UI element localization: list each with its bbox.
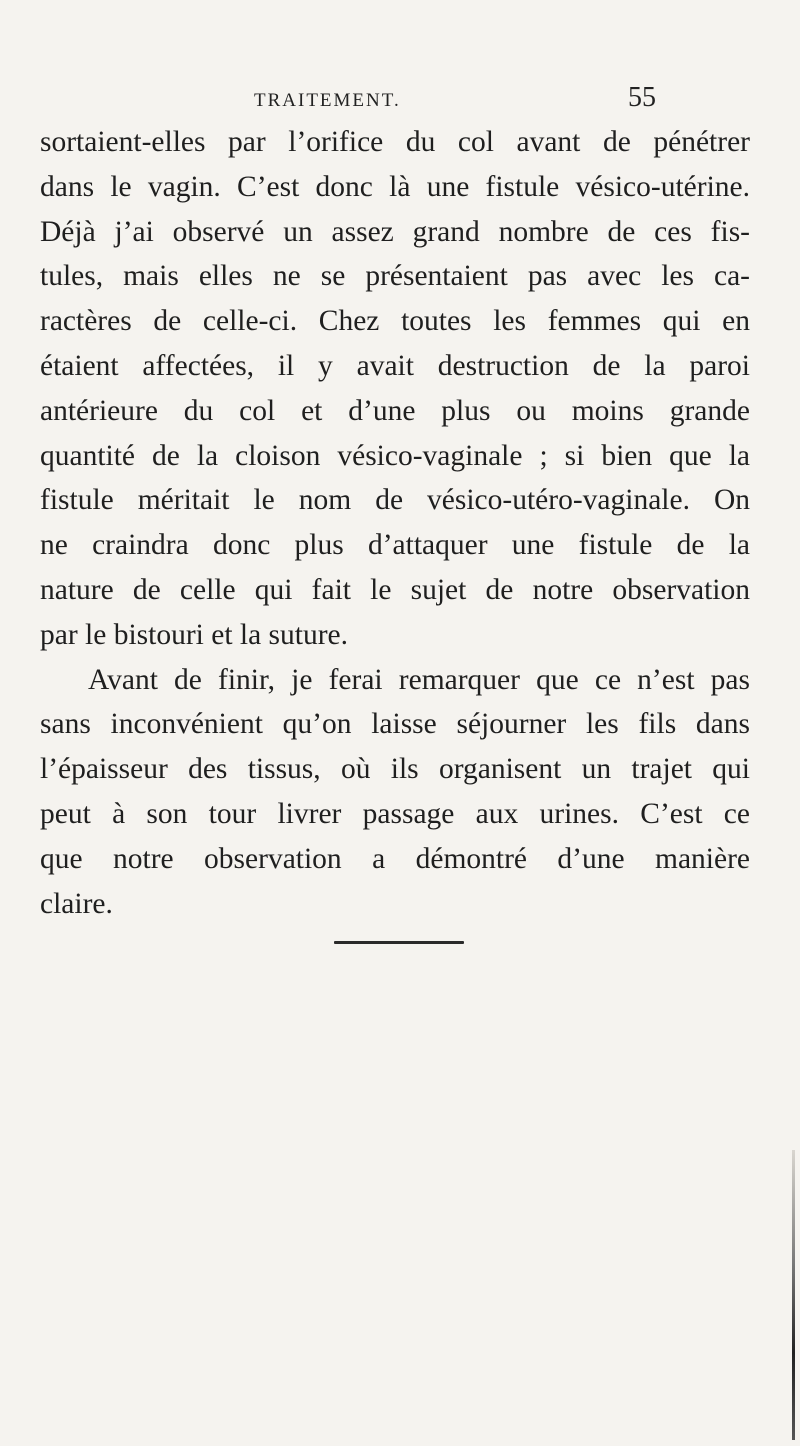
text-line: quantité de la cloison vésico-vaginale ; si bien que la bbox=[40, 439, 750, 472]
page-edge-shadow bbox=[792, 1150, 795, 1440]
text-line: sans inconvénient qu’on laisse séjourner les fils dans bbox=[40, 708, 750, 741]
page-number: 55 bbox=[628, 82, 656, 113]
running-head: TRAITEMENT. bbox=[254, 90, 401, 111]
text-line: l’épaisseur des tissus, où ils organisent un trajet qui bbox=[40, 753, 750, 786]
text-line: ne craindra donc plus d’attaquer une fistule de la bbox=[40, 529, 750, 562]
text-line: fistule méritait le nom de vésico-utéro-vaginale. On bbox=[40, 484, 750, 517]
text-line: claire. bbox=[40, 887, 113, 920]
text-line: sortaient-elles par l’orifice du col avant de pénétrer bbox=[40, 126, 750, 158]
body-text bbox=[40, 120, 750, 926]
text-line: nature de celle qui fait le sujet de notre observation bbox=[40, 573, 750, 606]
text-line: Avant de finir, je ferai remarquer que ce n’est pas bbox=[88, 663, 750, 696]
section-divider bbox=[334, 941, 464, 944]
text-line: dans le vagin. C’est donc là une fistule vésico-utérine. bbox=[40, 170, 750, 203]
text-line: antérieure du col et d’une plus ou moins grande bbox=[40, 394, 750, 427]
text-line: Déjà j’ai observé un assez grand nombre de ces fis- bbox=[40, 215, 750, 248]
text-line: peut à son tour livrer passage aux urines. C’est ce bbox=[40, 797, 750, 830]
text-line: tules, mais elles ne se présentaient pas avec les ca- bbox=[40, 260, 750, 293]
text-line: ractères de celle-ci. Chez toutes les femmes qui en bbox=[40, 305, 750, 338]
text-line: étaient affectées, il y avait destruction de la paroi bbox=[40, 349, 750, 382]
text-line: par le bistouri et la suture. bbox=[40, 618, 349, 651]
text-line: que notre observation a démontré d’une manière bbox=[40, 842, 750, 875]
